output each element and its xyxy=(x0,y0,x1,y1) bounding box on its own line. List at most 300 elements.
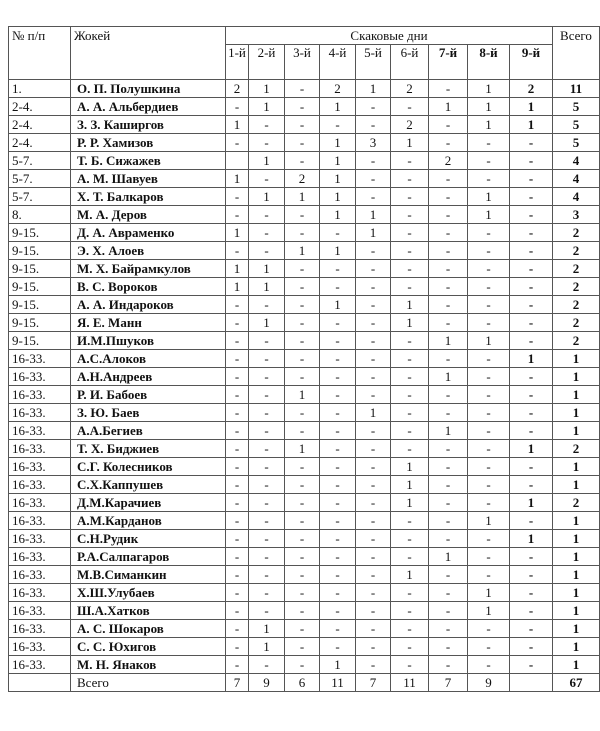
table-row xyxy=(9,224,600,242)
day-4-cell: - xyxy=(320,476,356,494)
day-4-cell: - xyxy=(320,404,356,422)
footer-day-3-total: 6 xyxy=(285,674,320,692)
day-7-cell: - xyxy=(429,404,468,422)
day-2-cell: - xyxy=(249,440,285,458)
day-1-cell: - xyxy=(226,458,249,476)
day-9-cell: - xyxy=(510,242,553,260)
day-6-cell: - xyxy=(391,188,429,206)
total-cell: 1 xyxy=(553,458,600,476)
total-cell: 1 xyxy=(553,548,600,566)
day-2-cell: - xyxy=(249,602,285,620)
day-6-cell: - xyxy=(391,278,429,296)
day-9-cell: - xyxy=(510,512,553,530)
header-day-2: 2-й xyxy=(249,45,285,80)
day-6-cell: 1 xyxy=(391,476,429,494)
place-cell: 2-4. xyxy=(9,116,71,134)
day-3-cell: 1 xyxy=(285,188,320,206)
day-7-cell: 2 xyxy=(429,152,468,170)
day-8-cell: - xyxy=(468,440,510,458)
day-7-cell: - xyxy=(429,512,468,530)
place-cell: 16-33. xyxy=(9,350,71,368)
day-4-cell: 1 xyxy=(320,170,356,188)
day-8-cell: - xyxy=(468,170,510,188)
day-9-cell: 1 xyxy=(510,98,553,116)
day-5-cell: - xyxy=(356,386,391,404)
day-8-cell: - xyxy=(468,638,510,656)
day-5-cell: 1 xyxy=(356,206,391,224)
day-2-cell: - xyxy=(249,494,285,512)
day-2-cell: - xyxy=(249,386,285,404)
jockey-name-cell: М. Н. Янаков xyxy=(71,656,226,674)
jockey-name-cell: Р. И. Бабоев xyxy=(71,386,226,404)
table-row xyxy=(9,260,600,278)
day-1-cell: - xyxy=(226,548,249,566)
day-3-cell: 1 xyxy=(285,440,320,458)
day-4-cell: 1 xyxy=(320,188,356,206)
day-9-cell: - xyxy=(510,206,553,224)
header-day-3: 3-й xyxy=(285,45,320,80)
day-5-cell: 3 xyxy=(356,134,391,152)
total-cell: 2 xyxy=(553,440,600,458)
day-9-cell: 1 xyxy=(510,440,553,458)
day-4-cell: - xyxy=(320,260,356,278)
day-1-cell: - xyxy=(226,638,249,656)
place-cell: 16-33. xyxy=(9,440,71,458)
day-3-cell: - xyxy=(285,368,320,386)
day-7-cell: - xyxy=(429,494,468,512)
place-cell: 16-33. xyxy=(9,656,71,674)
place-cell: 16-33. xyxy=(9,602,71,620)
day-6-cell: - xyxy=(391,620,429,638)
day-2-cell: - xyxy=(249,134,285,152)
day-4-cell: - xyxy=(320,440,356,458)
table-row xyxy=(9,620,600,638)
day-1-cell: - xyxy=(226,602,249,620)
day-6-cell: - xyxy=(391,386,429,404)
jockey-name-cell: А.С.Алоков xyxy=(71,350,226,368)
day-5-cell: - xyxy=(356,152,391,170)
table-row xyxy=(9,638,600,656)
day-3-cell: - xyxy=(285,278,320,296)
day-9-cell: - xyxy=(510,422,553,440)
day-9-cell: 2 xyxy=(510,80,553,98)
day-9-cell: - xyxy=(510,584,553,602)
day-5-cell: - xyxy=(356,260,391,278)
jockey-name-cell: И.М.Пшуков xyxy=(71,332,226,350)
day-4-cell: - xyxy=(320,386,356,404)
day-1-cell: - xyxy=(226,620,249,638)
day-9-cell: - xyxy=(510,278,553,296)
place-cell: 1. xyxy=(9,80,71,98)
day-9-cell: - xyxy=(510,368,553,386)
place-cell: 8. xyxy=(9,206,71,224)
day-9-cell: 1 xyxy=(510,494,553,512)
day-1-cell: - xyxy=(226,476,249,494)
table-body xyxy=(9,80,600,674)
day-8-cell: - xyxy=(468,152,510,170)
day-3-cell: - xyxy=(285,494,320,512)
day-2-cell: - xyxy=(249,566,285,584)
day-5-cell: - xyxy=(356,584,391,602)
day-4-cell: 1 xyxy=(320,296,356,314)
footer-day-2-total: 9 xyxy=(249,674,285,692)
header-day-9: 9-й xyxy=(510,45,553,80)
footer-day-9-total xyxy=(510,674,553,692)
day-5-cell: - xyxy=(356,350,391,368)
day-2-cell: - xyxy=(249,476,285,494)
day-8-cell: 1 xyxy=(468,188,510,206)
place-cell: 9-15. xyxy=(9,242,71,260)
jockey-name-cell: С. С. Юхигов xyxy=(71,638,226,656)
day-3-cell: - xyxy=(285,422,320,440)
day-6-cell: 1 xyxy=(391,494,429,512)
day-6-cell: - xyxy=(391,404,429,422)
day-7-cell: - xyxy=(429,80,468,98)
day-3-cell: - xyxy=(285,566,320,584)
day-6-cell: - xyxy=(391,548,429,566)
day-5-cell: - xyxy=(356,548,391,566)
day-4-cell: - xyxy=(320,224,356,242)
day-9-cell: 1 xyxy=(510,350,553,368)
place-cell: 5-7. xyxy=(9,152,71,170)
day-6-cell: - xyxy=(391,260,429,278)
day-5-cell: - xyxy=(356,188,391,206)
footer-day-6-total: 11 xyxy=(391,674,429,692)
day-9-cell: - xyxy=(510,296,553,314)
day-8-cell: - xyxy=(468,224,510,242)
jockey-name-cell: Д.М.Карачиев xyxy=(71,494,226,512)
place-cell: 16-33. xyxy=(9,404,71,422)
day-6-cell: - xyxy=(391,332,429,350)
day-1-cell: - xyxy=(226,422,249,440)
day-7-cell: - xyxy=(429,476,468,494)
day-8-cell: - xyxy=(468,404,510,422)
day-2-cell: - xyxy=(249,332,285,350)
day-2-cell: - xyxy=(249,422,285,440)
total-cell: 2 xyxy=(553,296,600,314)
day-8-cell: - xyxy=(468,530,510,548)
day-5-cell: - xyxy=(356,440,391,458)
day-5-cell: - xyxy=(356,476,391,494)
day-8-cell: - xyxy=(468,422,510,440)
day-3-cell: - xyxy=(285,314,320,332)
day-2-cell: - xyxy=(249,206,285,224)
place-cell: 9-15. xyxy=(9,260,71,278)
day-8-cell: 1 xyxy=(468,80,510,98)
total-cell: 2 xyxy=(553,224,600,242)
place-cell: 9-15. xyxy=(9,332,71,350)
jockey-name-cell: А. А. Индароков xyxy=(71,296,226,314)
day-6-cell: - xyxy=(391,224,429,242)
day-6-cell: - xyxy=(391,206,429,224)
day-5-cell: - xyxy=(356,422,391,440)
day-1-cell: - xyxy=(226,296,249,314)
jockey-name-cell: А. М. Шавуев xyxy=(71,170,226,188)
place-cell: 16-33. xyxy=(9,368,71,386)
day-9-cell: - xyxy=(510,638,553,656)
day-4-cell: - xyxy=(320,494,356,512)
day-8-cell: - xyxy=(468,296,510,314)
total-cell: 3 xyxy=(553,206,600,224)
day-4-cell: - xyxy=(320,530,356,548)
day-5-cell: - xyxy=(356,566,391,584)
day-3-cell: - xyxy=(285,224,320,242)
day-8-cell: - xyxy=(468,548,510,566)
table-row xyxy=(9,476,600,494)
place-cell: 16-33. xyxy=(9,530,71,548)
table-row xyxy=(9,116,600,134)
day-6-cell: - xyxy=(391,422,429,440)
day-1-cell: - xyxy=(226,512,249,530)
day-7-cell: - xyxy=(429,206,468,224)
day-4-cell: - xyxy=(320,350,356,368)
day-3-cell: - xyxy=(285,152,320,170)
place-cell: 16-33. xyxy=(9,566,71,584)
total-cell: 2 xyxy=(553,314,600,332)
day-7-cell: - xyxy=(429,458,468,476)
day-2-cell: 1 xyxy=(249,260,285,278)
jockey-name-cell: Ш.А.Хатков xyxy=(71,602,226,620)
header-day-5: 5-й xyxy=(356,45,391,80)
day-8-cell: - xyxy=(468,458,510,476)
jockey-name-cell: А.А.Бегиев xyxy=(71,422,226,440)
day-4-cell: 1 xyxy=(320,656,356,674)
day-2-cell: - xyxy=(249,548,285,566)
table-row xyxy=(9,548,600,566)
day-8-cell: - xyxy=(468,278,510,296)
day-7-cell: - xyxy=(429,620,468,638)
table-row xyxy=(9,152,600,170)
day-6-cell: - xyxy=(391,602,429,620)
day-6-cell: - xyxy=(391,656,429,674)
day-7-cell: - xyxy=(429,656,468,674)
day-5-cell: - xyxy=(356,242,391,260)
total-cell: 1 xyxy=(553,368,600,386)
table-row xyxy=(9,350,600,368)
day-6-cell: 1 xyxy=(391,296,429,314)
day-7-cell: - xyxy=(429,242,468,260)
day-3-cell: - xyxy=(285,512,320,530)
day-2-cell: - xyxy=(249,530,285,548)
jockey-name-cell: М. Х. Байрамкулов xyxy=(71,260,226,278)
day-3-cell: - xyxy=(285,350,320,368)
day-7-cell: - xyxy=(429,602,468,620)
day-3-cell: - xyxy=(285,584,320,602)
day-3-cell: 1 xyxy=(285,242,320,260)
footer-day-7-total: 7 xyxy=(429,674,468,692)
table-row xyxy=(9,332,600,350)
day-5-cell: - xyxy=(356,170,391,188)
day-1-cell: - xyxy=(226,206,249,224)
day-6-cell: - xyxy=(391,98,429,116)
footer-num-cell xyxy=(9,674,71,692)
day-5-cell: 1 xyxy=(356,80,391,98)
footer-day-8-total: 9 xyxy=(468,674,510,692)
table-row xyxy=(9,188,600,206)
day-2-cell: - xyxy=(249,368,285,386)
jockey-name-cell: В. С. Вороков xyxy=(71,278,226,296)
footer-day-4-total: 11 xyxy=(320,674,356,692)
day-6-cell: 2 xyxy=(391,80,429,98)
day-5-cell: - xyxy=(356,656,391,674)
day-9-cell: - xyxy=(510,404,553,422)
day-4-cell: 1 xyxy=(320,152,356,170)
day-8-cell: - xyxy=(468,242,510,260)
total-cell: 1 xyxy=(553,512,600,530)
day-4-cell: 1 xyxy=(320,98,356,116)
day-3-cell: - xyxy=(285,98,320,116)
header-day-6: 6-й xyxy=(391,45,429,80)
day-9-cell: - xyxy=(510,566,553,584)
day-7-cell: - xyxy=(429,638,468,656)
place-cell: 9-15. xyxy=(9,296,71,314)
day-1-cell: - xyxy=(226,332,249,350)
day-2-cell: - xyxy=(249,242,285,260)
day-7-cell: - xyxy=(429,260,468,278)
day-3-cell: - xyxy=(285,332,320,350)
day-1-cell: 1 xyxy=(226,278,249,296)
day-8-cell: - xyxy=(468,476,510,494)
day-1-cell: - xyxy=(226,494,249,512)
header-total: Всего xyxy=(553,27,600,80)
day-4-cell: - xyxy=(320,638,356,656)
day-7-cell: - xyxy=(429,566,468,584)
place-cell: 5-7. xyxy=(9,170,71,188)
table-row xyxy=(9,422,600,440)
day-8-cell: - xyxy=(468,260,510,278)
header-day-8: 8-й xyxy=(468,45,510,80)
day-1-cell: - xyxy=(226,368,249,386)
day-8-cell: - xyxy=(468,314,510,332)
day-9-cell: - xyxy=(510,332,553,350)
place-cell: 5-7. xyxy=(9,188,71,206)
day-6-cell: - xyxy=(391,638,429,656)
footer-day-1-total: 7 xyxy=(226,674,249,692)
table-row xyxy=(9,404,600,422)
day-5-cell: - xyxy=(356,602,391,620)
day-8-cell: - xyxy=(468,494,510,512)
day-6-cell: - xyxy=(391,512,429,530)
day-1-cell: - xyxy=(226,566,249,584)
day-6-cell: 1 xyxy=(391,458,429,476)
day-2-cell: 1 xyxy=(249,314,285,332)
day-9-cell: - xyxy=(510,656,553,674)
total-cell: 5 xyxy=(553,116,600,134)
day-4-cell: 1 xyxy=(320,134,356,152)
day-5-cell: 1 xyxy=(356,224,391,242)
day-6-cell: - xyxy=(391,584,429,602)
table-row xyxy=(9,134,600,152)
jockey-name-cell: А. С. Шокаров xyxy=(71,620,226,638)
day-9-cell: - xyxy=(510,620,553,638)
day-2-cell: 1 xyxy=(249,80,285,98)
day-8-cell: - xyxy=(468,656,510,674)
day-7-cell: 1 xyxy=(429,548,468,566)
place-cell: 9-15. xyxy=(9,278,71,296)
jockey-name-cell: Я. Е. Манн xyxy=(71,314,226,332)
day-7-cell: - xyxy=(429,296,468,314)
place-cell: 16-33. xyxy=(9,584,71,602)
day-2-cell: 1 xyxy=(249,620,285,638)
day-7-cell: 1 xyxy=(429,98,468,116)
jockey-name-cell: Х. Т. Балкаров xyxy=(71,188,226,206)
day-6-cell: - xyxy=(391,170,429,188)
day-5-cell: - xyxy=(356,638,391,656)
day-7-cell: - xyxy=(429,188,468,206)
day-5-cell: - xyxy=(356,512,391,530)
day-3-cell: - xyxy=(285,530,320,548)
jockey-name-cell: Т. Х. Биджиев xyxy=(71,440,226,458)
total-cell: 1 xyxy=(553,386,600,404)
day-4-cell: - xyxy=(320,422,356,440)
total-cell: 2 xyxy=(553,242,600,260)
jockey-name-cell: Т. Б. Сижажев xyxy=(71,152,226,170)
total-cell: 1 xyxy=(553,476,600,494)
place-cell: 2-4. xyxy=(9,134,71,152)
jockey-name-cell: А. А. Альбердиев xyxy=(71,98,226,116)
jockey-name-cell: О. П. Полушкина xyxy=(71,80,226,98)
day-6-cell: 2 xyxy=(391,116,429,134)
jockey-name-cell: М.В.Симанкин xyxy=(71,566,226,584)
day-9-cell: - xyxy=(510,386,553,404)
total-cell: 2 xyxy=(553,278,600,296)
day-5-cell: - xyxy=(356,458,391,476)
day-2-cell: - xyxy=(249,224,285,242)
day-1-cell: - xyxy=(226,404,249,422)
place-cell: 16-33. xyxy=(9,476,71,494)
jockey-name-cell: С.Х.Каппушев xyxy=(71,476,226,494)
header-day-4: 4-й xyxy=(320,45,356,80)
day-3-cell: 1 xyxy=(285,386,320,404)
day-4-cell: 2 xyxy=(320,80,356,98)
jockey-name-cell: М. А. Деров xyxy=(71,206,226,224)
day-2-cell: - xyxy=(249,404,285,422)
total-cell: 1 xyxy=(553,404,600,422)
place-cell: 16-33. xyxy=(9,512,71,530)
day-7-cell: - xyxy=(429,350,468,368)
day-6-cell: 1 xyxy=(391,566,429,584)
day-3-cell: - xyxy=(285,548,320,566)
day-2-cell: - xyxy=(249,350,285,368)
day-1-cell: - xyxy=(226,188,249,206)
jockey-name-cell: Д. А. Авраменко xyxy=(71,224,226,242)
day-9-cell: - xyxy=(510,548,553,566)
table-header xyxy=(9,27,600,80)
day-3-cell: - xyxy=(285,638,320,656)
total-cell: 1 xyxy=(553,638,600,656)
day-2-cell: - xyxy=(249,512,285,530)
place-cell: 16-33. xyxy=(9,494,71,512)
day-3-cell: - xyxy=(285,620,320,638)
day-3-cell: 2 xyxy=(285,170,320,188)
day-4-cell: - xyxy=(320,566,356,584)
day-2-cell: - xyxy=(249,656,285,674)
jockey-name-cell: С.Н.Рудик xyxy=(71,530,226,548)
total-cell: 1 xyxy=(553,584,600,602)
day-4-cell: 1 xyxy=(320,242,356,260)
day-7-cell: 1 xyxy=(429,368,468,386)
day-5-cell: - xyxy=(356,116,391,134)
total-cell: 4 xyxy=(553,170,600,188)
day-8-cell: - xyxy=(468,386,510,404)
day-7-cell: - xyxy=(429,440,468,458)
total-cell: 1 xyxy=(553,422,600,440)
place-cell: 2-4. xyxy=(9,98,71,116)
place-cell: 16-33. xyxy=(9,458,71,476)
day-7-cell: - xyxy=(429,530,468,548)
day-9-cell: 1 xyxy=(510,530,553,548)
day-4-cell: - xyxy=(320,620,356,638)
